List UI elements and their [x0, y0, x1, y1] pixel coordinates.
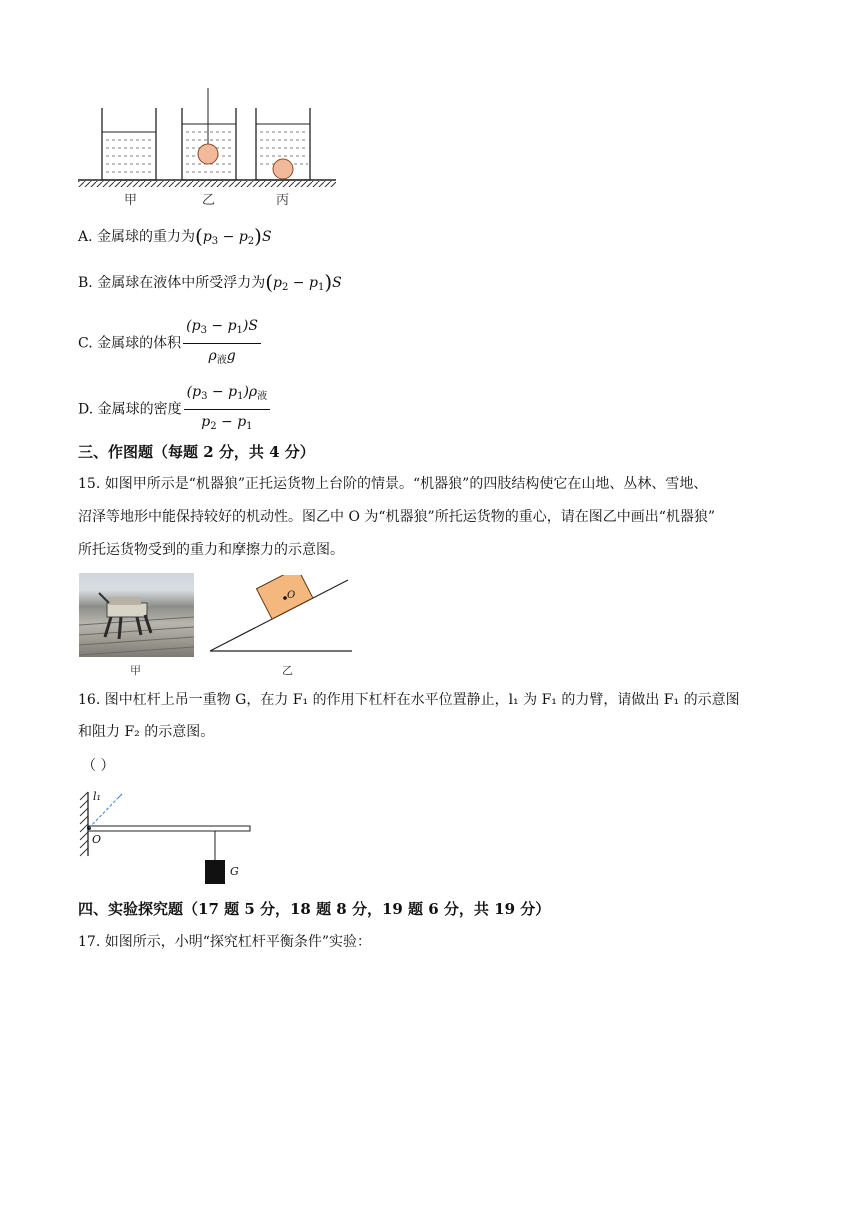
q17-line-1: 17. 如图所示，小明“探究杠杆平衡条件”实验：: [78, 934, 372, 950]
container-label-yi: 乙: [202, 193, 216, 208]
q16-line-1: 16. 图中杠杆上吊一重物 G，在力 F₁ 的作用下杠杆在水平位置静止，l₁ 为 F₁ 的力臂，请做出 F₁ 的示意图: [78, 692, 740, 708]
q15-line-3: 所托运货物受到的重力和摩擦力的示意图。: [78, 542, 344, 558]
q15-label-jia: 甲: [130, 664, 141, 677]
point-o-label: O: [287, 590, 296, 601]
option-c: C. 金属球的体积 $\frac{(p_3 - p_1)S}{\rho_液g}$: [78, 316, 261, 371]
q15-line-2: 沼泽等地形中能保持较好的机动性。图乙中 O 为“机器狼”所托运货物的重心，请在图乙中画出“机器狼”: [78, 509, 716, 525]
robot-wolf-icon: [79, 573, 194, 657]
option-d: D. 金属球的密度 $\frac{(p_3 - p_1)\rho_液}{p_2 - p_1}$: [78, 382, 270, 437]
section-3-heading: 三、作图题（每题 2 分，共 4 分）: [78, 443, 315, 461]
container-bing: [256, 108, 310, 180]
container-label-jia: 甲: [124, 193, 138, 208]
metal-ball-suspended: [198, 144, 218, 164]
robot-wolf-photo: [79, 573, 194, 657]
incline-figure: [208, 575, 356, 657]
label-o: O: [92, 833, 102, 846]
option-a: A. 金属球的重力为$(p_3 - p_2)S$: [78, 224, 272, 248]
containers-figure: [78, 86, 340, 190]
label-l1: l₁: [93, 790, 101, 803]
lever-bar: [88, 826, 250, 831]
option-b: B. 金属球在液体中所受浮力为$(p_2 - p_1)S$: [78, 270, 342, 294]
label-g: G: [230, 865, 239, 878]
q16-answer-blank[interactable]: （ ）: [82, 758, 115, 774]
container-label-bing: 丙: [276, 193, 290, 208]
q15-label-yi: 乙: [282, 664, 293, 677]
density-fraction: $\frac{(p_3 - p_1)\rho_液}{p_2 - p_1}$: [184, 382, 271, 437]
metal-ball-bottom: [273, 159, 293, 179]
container-jia: [102, 108, 156, 180]
q15-line-1: 15. 如图甲所示是“机器狼”正托运货物上台阶的情景。“机器狼”的四肢结构使它在山地、丛林、雪地、: [78, 476, 708, 492]
q16-line-2: 和阻力 F₂ 的示意图。: [78, 724, 215, 740]
section-4-heading: 四、实验探究题（17 题 5 分，18 题 8 分，19 题 6 分，共 19 分）: [78, 900, 551, 918]
container-yi: [182, 88, 236, 180]
weight-g: [205, 860, 225, 884]
volume-fraction: $\frac{(p_3 - p_1)S}{\rho_液g}$: [183, 316, 261, 371]
